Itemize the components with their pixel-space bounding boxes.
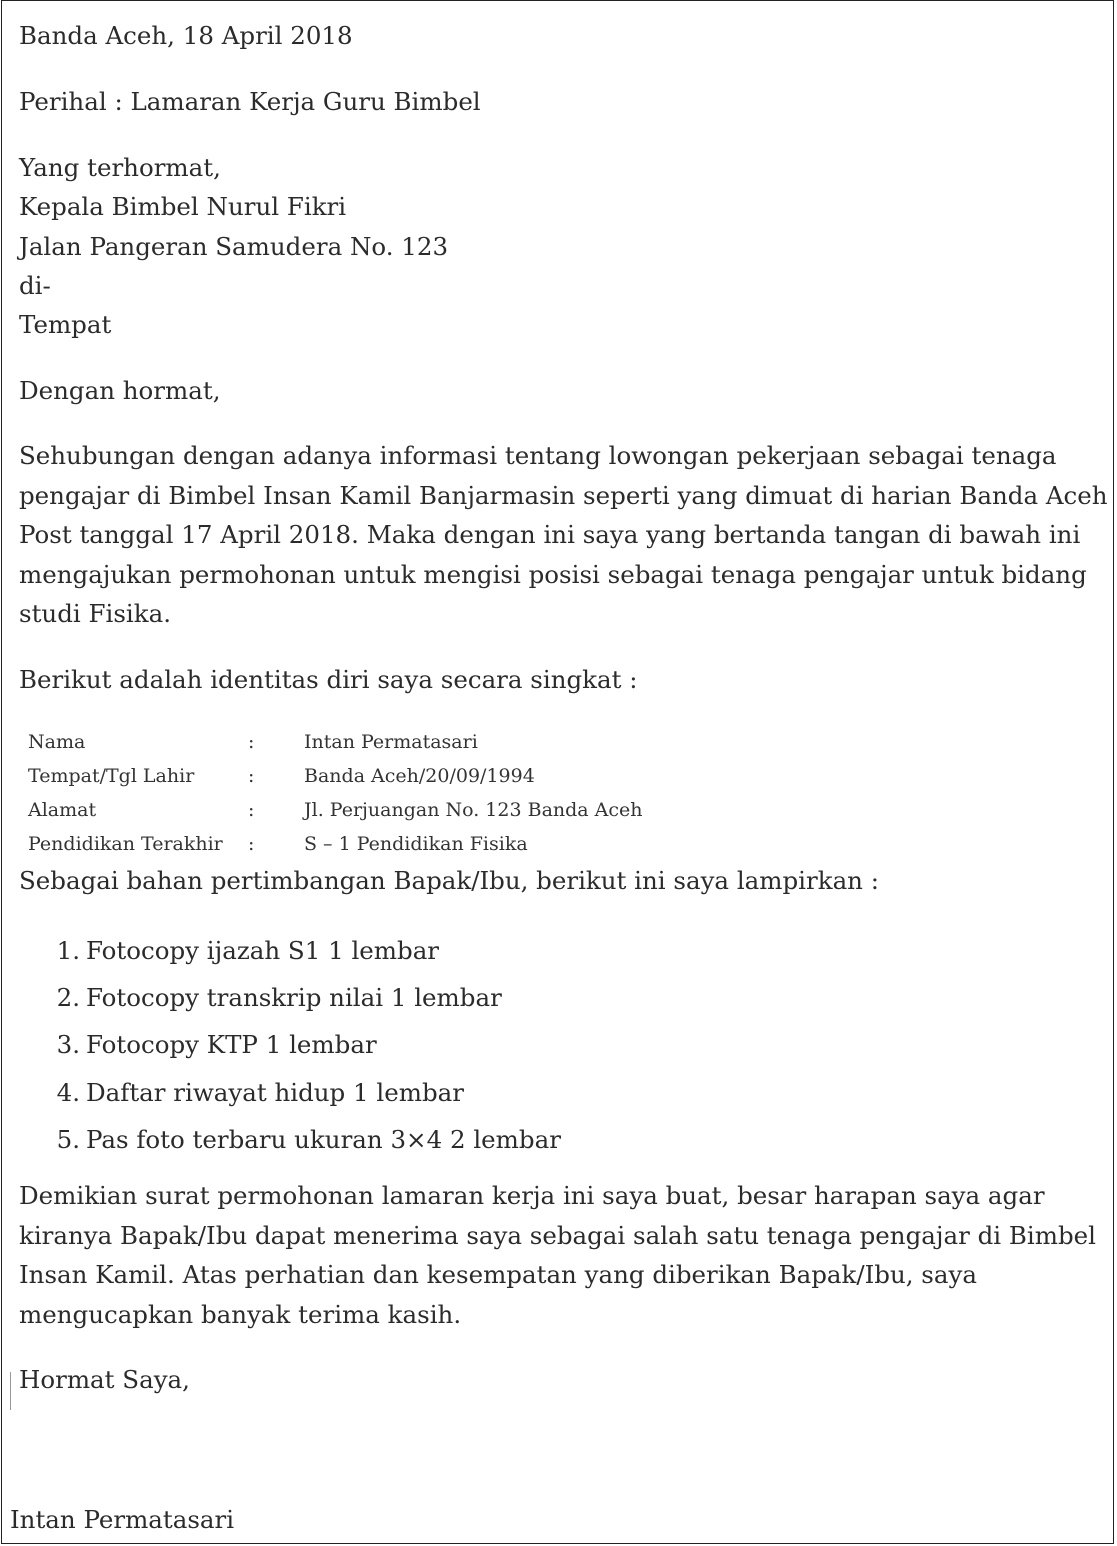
intro-line: Post tanggal 17 April 2018. Maka dengan ini saya yang bertanda tangan di bawah ini [19, 520, 1081, 549]
salutation: Dengan hormat, [19, 376, 221, 405]
intro-paragraph [19, 436, 1108, 634]
place-date: Banda Aceh, 18 April 2018 [19, 21, 353, 50]
identity-value: Jl. Perjuangan No. 123 Banda Aceh [304, 799, 643, 821]
attachments-intro: Sebagai bahan pertimbangan Bapak/Ibu, berikut ini saya lampirkan : [19, 866, 880, 895]
identity-label: Tempat/Tgl Lahir [28, 765, 195, 787]
recipient-address: Jalan Pangeran Samudera No. 123 [19, 232, 449, 261]
identity-value: S – 1 Pendidikan Fisika [304, 833, 528, 855]
attachment-text: Fotocopy transkrip nilai 1 lembar [86, 983, 502, 1013]
subject-line: Perihal : Lamaran Kerja Guru Bimbel [19, 87, 481, 116]
identity-value: Banda Aceh/20/09/1994 [304, 765, 535, 787]
attachment-text: Pas foto terbaru ukuran 3×4 2 lembar [86, 1124, 561, 1154]
attachment-text: Daftar riwayat hidup 1 lembar [86, 1077, 464, 1107]
identity-separator: : [248, 833, 255, 855]
intro-line: studi Fisika. [19, 599, 171, 628]
attachment-number: 4. [56, 1077, 80, 1107]
intro-line: mengajukan permohonan untuk mengisi posisi sebagai tenaga pengajar untuk bidang [19, 559, 1087, 589]
attachment-number: 5. [56, 1124, 80, 1154]
identity-label: Alamat [28, 799, 97, 821]
attachment-number: 3. [56, 1030, 80, 1060]
intro-line: Sehubungan dengan adanya informasi tentang lowongan pekerjaan sebagai tenaga [19, 441, 1057, 470]
recipient-di: di- [19, 271, 51, 300]
attachment-text: Fotocopy ijazah S1 1 lembar [86, 936, 440, 965]
attachment-text: Fotocopy KTP 1 lembar [86, 1030, 377, 1060]
closing-line: Insan Kamil. Atas perhatian dan kesempatan yang diberikan Bapak/Ibu, saya [19, 1260, 977, 1289]
identity-label: Nama [28, 731, 86, 753]
identity-value: Intan Permatasari [304, 731, 478, 753]
closing-line: mengucapkan banyak terima kasih. [19, 1299, 462, 1329]
closing-line: kiranya Bapak/Ibu dapat menerima saya sebagai salah satu tenaga pengajar di Bimbel [19, 1220, 1096, 1250]
sign-off: Hormat Saya, [19, 1365, 190, 1394]
recipient-greeting: Yang terhormat, [19, 153, 221, 182]
closing-line: Demikian surat permohonan lamaran kerja ini saya buat, besar harapan saya agar [19, 1181, 1045, 1210]
recipient-name: Kepala Bimbel Nurul Fikri [19, 192, 347, 221]
identity-intro: Berikut adalah identitas diri saya secara singkat : [19, 665, 638, 694]
intro-line: pengajar di Bimbel Insan Kamil Banjarmasin seperti yang dimuat di harian Banda Aceh [19, 480, 1108, 510]
closing-paragraph [19, 1176, 1096, 1334]
cursor-mark [10, 1372, 11, 1410]
attachment-number: 2. [56, 983, 80, 1013]
attachment-number: 1. [56, 936, 80, 965]
signer-name: Intan Permatasari [10, 1505, 235, 1534]
identity-separator: : [248, 799, 255, 821]
recipient-place: Tempat [19, 310, 112, 339]
identity-label: Pendidikan Terakhir [28, 833, 223, 855]
identity-separator: : [248, 731, 255, 753]
identity-separator: : [248, 765, 255, 787]
